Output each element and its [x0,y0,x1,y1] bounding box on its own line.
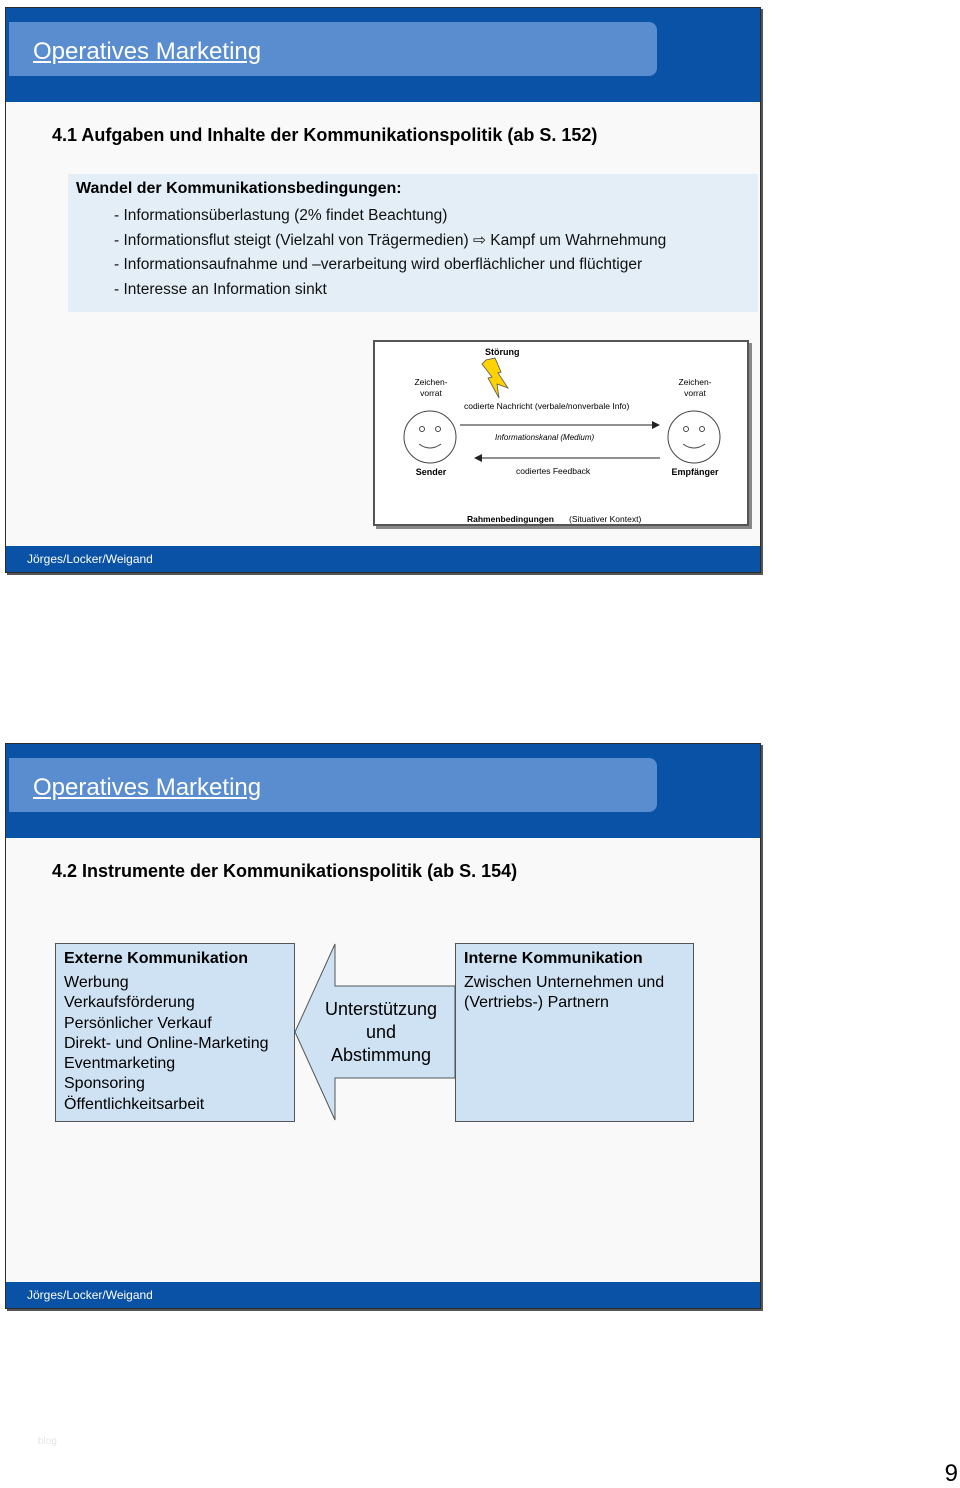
list-item: - Informationsflut steigt (Vielzahl von Trägermedien) ⇨ Kampf um Wahrnehmung [114,231,667,249]
intern-box [455,943,694,1122]
intern-line-2: (Vertriebs-) Partnern [464,994,609,1012]
rahmen-label-bold: Rahmenbedingungen [467,514,554,524]
empfaenger-label: Empfänger [671,467,719,477]
zeichenvorrat-sender-line2: vorrat [420,388,442,398]
slide-footer [6,546,760,572]
list-item: Eventmarketing [64,1055,176,1073]
nachricht-label: codierte Nachricht (verbale/nonverbale Info) [464,401,630,411]
kanal-label: Informationskanal (Medium) [495,433,595,442]
slide-title: Operatives Marketing [33,774,262,801]
rahmen-label-rest: (Situativer Kontext) [569,514,642,524]
slide-header [6,744,760,838]
list-item: Persönlicher Verkauf [64,1014,212,1032]
arrow-line-1: Unterstützung [324,999,438,1019]
receiver-face-icon [668,411,720,463]
slide-subtitle: 4.2 Instrumente der Kommunikationspolitik (ab S. 154) [52,861,518,881]
list-item: Werbung [64,974,129,991]
conditions-box [68,174,758,312]
list-item: - Informationsaufnahme und –verarbeitung wird oberflächlicher und flüchtiger [114,256,643,273]
stoerung-label: Störung [485,347,520,357]
list-item: - Interesse an Information sinkt [114,280,327,298]
slide-subtitle: 4.1 Aufgaben und Inhalte der Kommunikationspolitik (ab S. 152) [52,125,598,145]
extern-heading: Externe Kommunikation [64,950,249,967]
slide-1 [5,7,761,573]
zeichenvorrat-receiver-line2: vorrat [684,388,706,398]
lightning-icon [482,358,508,398]
footer-authors: Jörges/Locker/Weigand [27,552,153,566]
support-arrow-label [308,998,454,1067]
list-item: Sponsoring [64,1075,145,1093]
slide-title: Operatives Marketing [33,38,262,65]
zeichenvorrat-sender-line1: Zeichen- [414,377,448,387]
arrow-line-2: und [365,1022,397,1042]
faint-watermark-text: blog [38,1436,57,1447]
arrowhead-right [652,421,660,429]
slide-header [6,8,760,102]
intern-heading: Interne Kommunikation [464,950,643,967]
list-item: Öffentlichkeitsarbeit [64,1095,205,1113]
footer-authors: Jörges/Locker/Weigand [27,1288,153,1302]
arrowhead-left [474,454,482,462]
extern-box [55,943,295,1122]
sender-face-icon [404,411,456,463]
sender-label: Sender [415,467,447,477]
list-item: Verkaufsförderung [64,994,195,1012]
feedback-label: codiertes Feedback [516,466,591,476]
communication-model-diagram [373,340,749,526]
conditions-heading: Wandel der Kommunikationsbedingungen: [76,180,402,197]
slide-2 [5,743,761,1309]
page-number: 9 [944,1460,958,1487]
conditions-list [114,204,666,302]
slide-footer [6,1282,760,1308]
zeichenvorrat-receiver-line1: Zeichen- [678,377,712,387]
arrow-line-3: Abstimmung [330,1045,432,1065]
list-item: - Informationsüberlastung (2% findet Beachtung) [114,207,448,224]
intern-line-1: Zwischen Unternehmen und [464,974,665,991]
list-item: Direkt- und Online-Marketing [64,1034,269,1052]
